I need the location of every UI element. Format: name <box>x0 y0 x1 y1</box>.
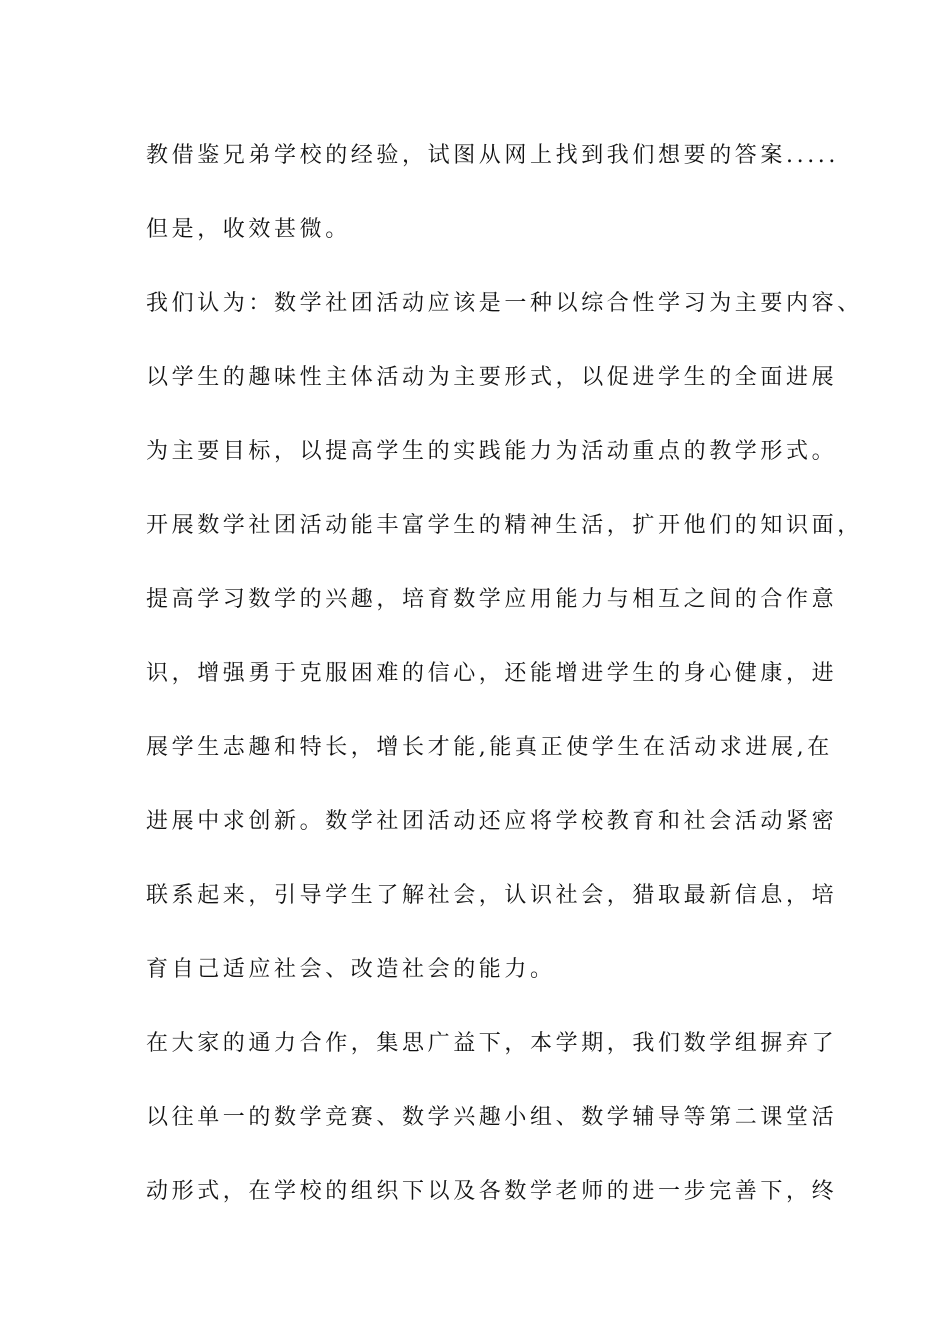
text-line: 动形式，在学校的组织下以及各数学老师的进一步完善下，终 <box>146 1179 838 1204</box>
text-line: 识，增强勇于克服困难的信心，还能增进学生的身心健康，进 <box>146 661 838 686</box>
text-line: 展学生志趣和特长，增长才能,能真正使学生在活动求进展,在 <box>146 735 833 760</box>
text-line: 为主要目标，以提高学生的实践能力为活动重点的教学形式。 <box>146 439 838 464</box>
text-line: 育自己适应社会、改造社会的能力。 <box>146 957 556 982</box>
text-line: 在大家的通力合作，集思广益下，本学期，我们数学组摒弃了 <box>146 1031 838 1056</box>
text-line: 联系起来，引导学生了解社会，认识社会，猎取最新信息，培 <box>146 883 838 908</box>
text-line: 我们认为：数学社团活动应该是一种以综合性学习为主要内容、 <box>146 291 863 316</box>
text-line: 以学生的趣味性主体活动为主要形式，以促进学生的全面进展 <box>146 365 838 390</box>
text-line: 进展中求创新。数学社团活动还应将学校教育和社会活动紧密 <box>146 809 838 834</box>
text-line: 开展数学社团活动能丰富学生的精神生活，扩开他们的知识面， <box>146 513 863 538</box>
text-line: 教借鉴兄弟学校的经验，试图从网上找到我们想要的答案..... <box>146 143 839 168</box>
text-line: 以往单一的数学竞赛、数学兴趣小组、数学辅导等第二课堂活 <box>146 1105 838 1130</box>
text-line: 提高学习数学的兴趣，培育数学应用能力与相互之间的合作意 <box>146 587 838 612</box>
text-line: 但是，收效甚微。 <box>146 217 351 242</box>
